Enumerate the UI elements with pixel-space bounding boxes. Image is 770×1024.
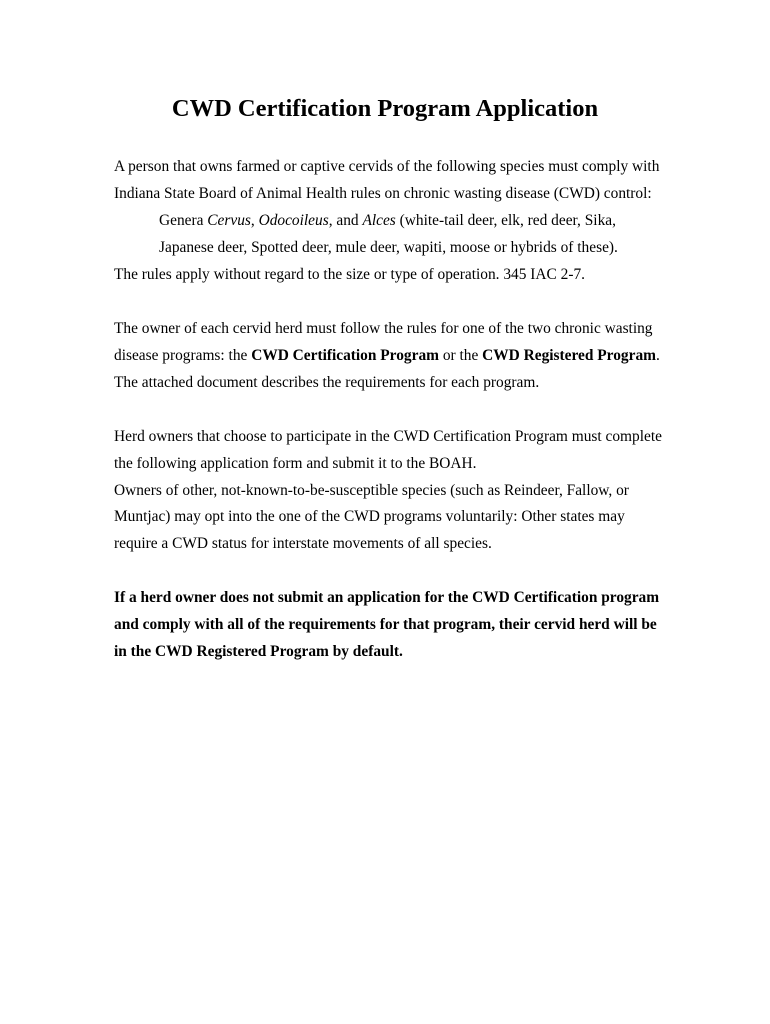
program-certification: CWD Certification Program <box>251 347 439 364</box>
genus-odocoileus: Odocoileus <box>258 212 329 229</box>
participation-line-4: Muntjac) may opt into the one of the CWD programs voluntarily: Other states may <box>114 508 625 525</box>
participation-line-1: Herd owners that choose to participate in the CWD Certification Program must complete <box>114 428 662 445</box>
programs-line-2 <box>114 346 660 366</box>
document-title: CWD Certification Program Application <box>171 95 599 122</box>
programs-line-1: The owner of each cervid herd must follow the rules for one of the two chronic wasting <box>114 320 653 337</box>
genus-cervus: Cervus <box>207 212 251 229</box>
species-sep-2: , and <box>328 212 363 229</box>
notice-line-3: in the CWD Registered Program by default. <box>114 643 403 660</box>
programs-prefix: disease programs: the <box>114 347 252 364</box>
species-prefix: Genera <box>159 212 208 229</box>
intro-line-1: A person that owns farmed or captive cervids of the following species must comply with <box>114 158 660 175</box>
participation-line-3: Owners of other, not-known-to-be-susceptible species (such as Reindeer, Fallow, or <box>114 482 629 499</box>
intro-line-3: The rules apply without regard to the size or type of operation. 345 IAC 2-7. <box>114 266 585 283</box>
species-suffix: (white-tail deer, elk, red deer, Sika, <box>395 212 616 229</box>
species-line-1 <box>159 211 616 231</box>
programs-suffix: . <box>655 347 660 364</box>
species-line-2: Japanese deer, Spotted deer, mule deer, wapiti, moose or hybrids of these). <box>159 239 618 256</box>
programs-line-3: The attached document describes the requirements for each program. <box>114 374 540 391</box>
participation-line-5: require a CWD status for interstate movements of all species. <box>114 535 492 552</box>
programs-middle: or the <box>438 347 483 364</box>
notice-line-1: If a herd owner does not submit an application for the CWD Certification program <box>114 589 660 606</box>
species-sep-1: , <box>250 212 259 229</box>
notice-line-2: and comply with all of the requirements for that program, their cervid herd will be <box>114 616 657 633</box>
genus-alces: Alces <box>362 212 396 229</box>
program-registered: CWD Registered Program <box>482 347 656 364</box>
participation-line-2: the following application form and submit it to the BOAH. <box>114 455 477 472</box>
intro-line-2: Indiana State Board of Animal Health rules on chronic wasting disease (CWD) control: <box>114 185 652 202</box>
